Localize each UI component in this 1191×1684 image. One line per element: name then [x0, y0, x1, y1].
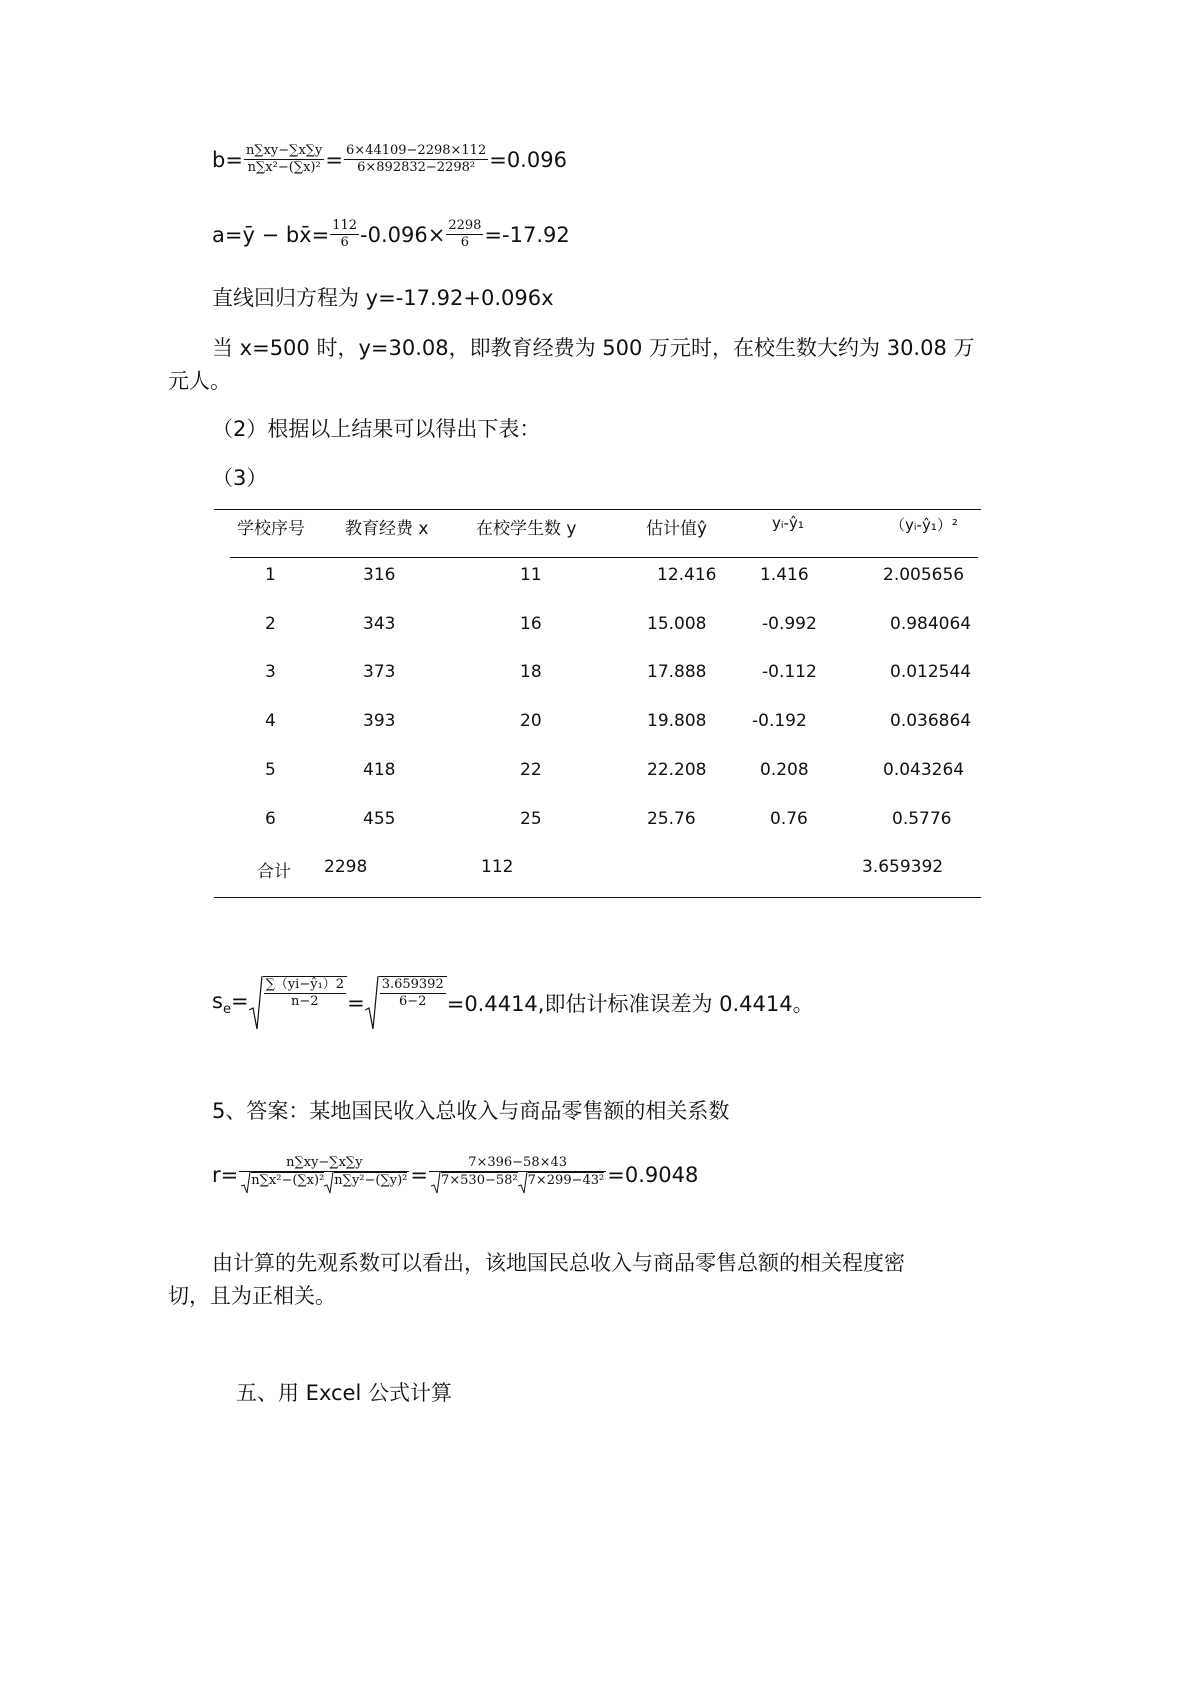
table-total-funding: 2298 [324, 857, 368, 877]
table-header-school-no: 学校序号 [237, 519, 305, 539]
table-header-funding-x: 教育经费 x [345, 519, 429, 539]
formula-se-fraction-1 [264, 977, 347, 1010]
formula-se-frac2-numerator: 3.659392 [381, 977, 444, 992]
formula-b [212, 143, 567, 176]
table-header-residual-squared: （yᵢ-ŷ₁）² [890, 516, 958, 534]
table-row-2-col-2: 16 [520, 614, 542, 634]
table-row-1-col-4: 1.416 [760, 565, 809, 585]
table-row-2-col-3: 15.008 [647, 614, 707, 634]
formula-b-fraction-1 [244, 143, 324, 176]
formula-a-result: =-17.92 [484, 222, 570, 247]
table-row-5-col-2: 22 [520, 760, 542, 780]
formula-se-fraction-2 [380, 977, 446, 1010]
formula-r-frac2-denominator: 7×530−58² 7×299−43² [429, 1172, 606, 1194]
formula-se-frac1-denominator: n−2 [291, 994, 319, 1009]
table-row-1-col-2: 11 [520, 565, 542, 585]
table-row-5-col-5: 0.043264 [883, 760, 965, 780]
table-top-rule [214, 509, 981, 510]
formula-r-frac1-numerator: n∑xy−∑x∑y [239, 1155, 409, 1172]
formula-a-mid: -0.096× [360, 222, 446, 247]
formula-r-equals: = [410, 1162, 428, 1187]
formula-a-frac1-denominator: 6 [340, 235, 349, 250]
formula-a-frac2-numerator: 2298 [448, 218, 482, 233]
formula-r-frac2-numerator: 7×396−58×43 [429, 1155, 606, 1172]
table-header-residual: yᵢ-ŷ₁ [772, 514, 804, 532]
paragraph-table-intro: （2）根据以上结果可以得出下表： [212, 417, 541, 441]
formula-r-fraction-1 [239, 1155, 409, 1194]
table-row-4-col-3: 19.808 [647, 711, 707, 731]
table-row-2-col-1: 343 [363, 614, 396, 634]
formula-se-lhs-sub: e [222, 1002, 231, 1018]
table-header-rule [230, 557, 978, 558]
formula-r-lhs: r= [212, 1162, 239, 1187]
table-bottom-rule [214, 897, 981, 898]
table-header-students-y: 在校学生数 y [476, 519, 577, 539]
table-row-5-col-4: 0.208 [760, 760, 809, 780]
formula-se-equals: = [347, 991, 365, 1015]
formula-a-fraction-1 [330, 218, 359, 251]
table-row-3-col-4: -0.112 [762, 662, 817, 682]
formula-se-radical-2 [365, 976, 447, 1030]
paragraph-answer-5: 5、答案：某地国民收入总收入与商品零售额的相关系数 [212, 1099, 730, 1123]
formula-a-lhs: a=ȳ − bx̄= [212, 222, 330, 247]
formula-b-fraction-2 [344, 143, 488, 176]
formula-a-frac2-denominator: 6 [460, 235, 470, 250]
formula-b-lhs: b= [212, 147, 243, 172]
table-row-5-col-3: 22.208 [647, 760, 707, 780]
table-row-4-col-2: 20 [520, 711, 542, 731]
table-row-1-col-0: 1 [265, 565, 276, 585]
paragraph-prediction: 当 x=500 时，y=30.08，即教育经费为 500 万元时，在校生数大约为 30.08 万 [212, 336, 975, 360]
formula-b-frac2-denominator: 6×892832−2298² [357, 160, 476, 175]
paragraph-regression-equation: 直线回归方程为 y=-17.92+0.096x [212, 286, 554, 310]
formula-b-frac1-numerator: n∑xy−∑x∑y [245, 143, 323, 158]
table-row-6-col-4: 0.76 [770, 809, 808, 829]
table-row-1-col-3: 12.416 [657, 565, 717, 585]
formula-se-result: =0.4414,即估计标准误差为 0.4414。 [446, 992, 814, 1016]
table-total-residual-squared: 3.659392 [862, 857, 944, 877]
table-row-3-col-3: 17.888 [647, 662, 707, 682]
table-row-2-col-5: 0.984064 [890, 614, 972, 634]
paragraph-conclusion-continued: 切，且为正相关。 [168, 1284, 336, 1308]
table-row-5-col-0: 5 [265, 760, 276, 780]
formula-r-frac1-denominator: n∑x²−(∑x)² n∑y²−(∑y)² [239, 1172, 409, 1194]
formula-b-result: =0.096 [489, 147, 567, 172]
table-row-3-col-1: 373 [363, 662, 396, 682]
table-row-6-col-2: 25 [520, 809, 542, 829]
formula-b-equals: = [325, 147, 344, 172]
table-row-6-col-1: 455 [363, 809, 396, 829]
formula-se-lhs: $s_e=$ [212, 988, 249, 1018]
table-total-label: 合计 [257, 862, 291, 882]
table-row-3-col-5: 0.012544 [890, 662, 972, 682]
table-total-students: 112 [481, 857, 514, 877]
table-row-6-col-0: 6 [265, 809, 276, 829]
table-header-estimate: 估计值ŷ [646, 519, 708, 539]
table-row-1-col-1: 316 [363, 565, 396, 585]
formula-a-frac1-numerator: 112 [332, 218, 358, 233]
table-row-4-col-4: -0.192 [752, 711, 807, 731]
formula-se-radical-1 [249, 976, 348, 1030]
formula-r [212, 1155, 698, 1194]
paragraph-prediction-continued: 元人。 [168, 369, 231, 393]
paragraph-conclusion: 由计算的先观系数可以看出，该地国民总收入与商品零售总额的相关程度密 [212, 1251, 905, 1275]
paragraph-item-3: （3） [212, 466, 268, 490]
table-row-4-col-1: 393 [363, 711, 396, 731]
table-row-6-col-5: 0.5776 [892, 809, 952, 829]
table-row-3-col-2: 18 [520, 662, 542, 682]
formula-se-frac1-numerator: ∑（yi−ŷ₁）2 [265, 977, 345, 992]
formula-b-frac2-numerator: 6×44109−2298×112 [346, 143, 487, 158]
formula-a-fraction-2 [446, 218, 483, 251]
table-row-6-col-3: 25.76 [647, 809, 696, 829]
formula-r-result: =0.9048 [607, 1162, 699, 1187]
formula-a [212, 218, 570, 251]
table-row-4-col-0: 4 [265, 711, 276, 731]
table-row-5-col-1: 418 [363, 760, 396, 780]
table-row-2-col-0: 2 [265, 614, 276, 634]
table-row-4-col-5: 0.036864 [890, 711, 972, 731]
table-row-3-col-0: 3 [265, 662, 276, 682]
table-row-2-col-4: -0.992 [762, 614, 817, 634]
table-row-1-col-5: 2.005656 [883, 565, 965, 585]
formula-se [212, 976, 814, 1030]
section-heading-excel: 五、用 Excel 公式计算 [236, 1381, 452, 1405]
formula-r-fraction-2 [429, 1155, 606, 1194]
formula-se-frac2-denominator: 6−2 [398, 994, 427, 1009]
formula-b-frac1-denominator: n∑x²−(∑x)² [247, 160, 321, 175]
